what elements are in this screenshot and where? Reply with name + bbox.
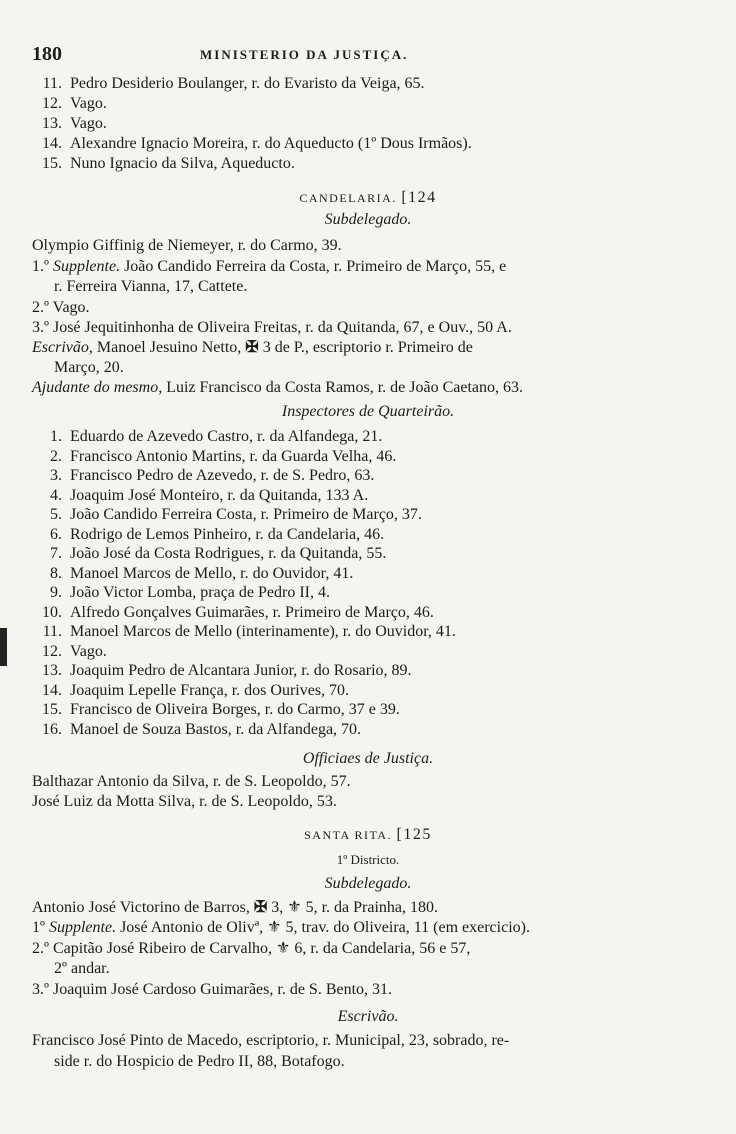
item-text: Alexandre Ignacio Moreira, r. do Aqueducto (1º Dous Irmãos).: [70, 135, 472, 152]
item-number: 16.: [42, 720, 62, 738]
item-text: Vago.: [70, 95, 107, 112]
subdelegado-heading: Subdelegado.: [324, 875, 412, 892]
item-number: 14.: [42, 135, 62, 152]
item-text: Vago.: [70, 115, 107, 132]
escrivao-entry: Escrivão, Manoel Jesuino Netto, ✠ 3 de P., escriptorio r. Primeiro de: [32, 339, 473, 356]
supplente-2-continuation: 2º andar.: [54, 960, 110, 977]
section-heading-santa-rita: SANTA RITA. [125: [304, 826, 432, 843]
inspector-entry: [32, 720, 678, 740]
list-item: [32, 134, 678, 154]
supplente-3-entry: 3.º Joaquim José Cardoso Guimarães, r. de S. Bento, 31.: [32, 981, 393, 998]
item-number: 4.: [50, 486, 62, 504]
inspector-entry: [32, 661, 678, 681]
item-text: Manoel Marcos de Mello, r. do Ouvidor, 41.: [70, 564, 354, 582]
running-title: MINISTERIO DA JUSTIÇA.: [200, 47, 409, 62]
item-text: Joaquim Pedro de Alcantara Junior, r. do Rosario, 89.: [70, 662, 412, 679]
inspectores-heading: Inspectores de Quarteirão.: [281, 403, 455, 420]
escrivao-continuation: side r. do Hospicio de Pedro II, 88, Botafogo.: [54, 1053, 345, 1070]
item-number: 12.: [42, 642, 62, 660]
item-text: João Victor Lomba, praça de Pedro II, 4.: [70, 584, 330, 601]
medal-icon: ⚜: [276, 940, 291, 957]
supplente-3-entry: 3.º José Jequitinhonha de Oliveira Freitas, r. da Quitanda, 67, e Ouv., 50 A.: [32, 319, 512, 336]
page-number: 180: [32, 43, 62, 65]
list-item: [32, 154, 678, 174]
item-number: 11.: [42, 75, 62, 92]
list-item: [32, 94, 678, 114]
item-number: 3.: [50, 467, 62, 484]
item-number: 6.: [50, 525, 62, 543]
inspector-entry: [32, 603, 678, 623]
item-text: Eduardo de Azevedo Castro, r. da Alfandega, 21.: [70, 428, 383, 445]
item-number: 15.: [42, 701, 62, 718]
item-number: 13.: [42, 662, 62, 679]
supplente-2-entry: 2.º Vago.: [32, 299, 90, 316]
item-text: João José da Costa Rodrigues, r. da Quitanda, 55.: [70, 545, 387, 562]
item-text: Manoel Marcos de Mello (interinamente), r. do Ouvidor, 41.: [70, 623, 456, 640]
item-text: Francisco Antonio Martins, r. da Guarda Velha, 46.: [70, 447, 397, 465]
supplente-1-entry: 1º Supplente. José Antonio de Olivª, ⚜ 5, trav. do Oliveira, 11 (em exercicio).: [32, 919, 530, 936]
item-number: 15.: [42, 155, 62, 172]
subdelegado-entry: Antonio José Victorino de Barros, ✠ 3, ⚜ 5, r. da Prainha, 180.: [32, 899, 438, 916]
oficial-entry: Balthazar Antonio da Silva, r. de S. Leopoldo, 57.: [32, 773, 351, 790]
cross-icon: ✠: [245, 339, 259, 356]
inspector-entry: [32, 525, 678, 545]
cross-icon: ✠: [253, 899, 268, 916]
inspector-entry: [32, 583, 678, 603]
inspector-entry: [32, 544, 678, 564]
item-text: Joaquim José Monteiro, r. da Quitanda, 133 A.: [70, 486, 369, 504]
item-number: 5.: [50, 506, 62, 523]
supplente-1-continuation: r. Ferreira Vianna, 17, Cattete.: [54, 278, 248, 295]
list-item: [32, 114, 678, 134]
inspector-entry: [32, 700, 678, 720]
inspector-entry: [32, 447, 678, 467]
section-heading-candelaria: CANDELARIA. [124: [299, 189, 437, 206]
item-text: Alfredo Gonçalves Guimarães, r. Primeiro de Março, 46.: [70, 603, 434, 621]
item-text: Rodrigo de Lemos Pinheiro, r. da Candelaria, 46.: [70, 525, 385, 543]
ajudante-entry: Ajudante do mesmo, Luiz Francisco da Costa Ramos, r. de João Caetano, 63.: [32, 379, 524, 396]
inspector-entry: [32, 486, 678, 506]
binding-mark: [0, 628, 7, 666]
inspector-entry: [32, 681, 678, 701]
item-number: 13.: [42, 115, 62, 132]
item-text: Francisco de Oliveira Borges, r. do Carmo, 37 e 39.: [70, 701, 400, 718]
item-text: Francisco Pedro de Azevedo, r. de S. Pedro, 63.: [70, 467, 375, 484]
item-text: Nuno Ignacio da Silva, Aqueducto.: [70, 155, 295, 172]
item-text: João Candido Ferreira Costa, r. Primeiro de Março, 37.: [70, 506, 422, 523]
escrivao-entry: Francisco José Pinto de Macedo, escriptorio, r. Municipal, 23, sobrado, re-: [32, 1032, 510, 1049]
escrivao-continuation: Março, 20.: [54, 359, 124, 376]
item-number: 1.: [50, 428, 62, 445]
inspector-entry: [32, 564, 678, 584]
subdelegado-heading: Subdelegado.: [324, 211, 412, 228]
item-text: Manoel de Souza Bastos, r. da Alfandega, 70.: [70, 720, 362, 738]
inspector-entry: [32, 622, 678, 642]
item-text: Vago.: [70, 642, 107, 660]
item-number: 2.: [50, 447, 62, 465]
item-number: 12.: [42, 95, 62, 112]
item-text: Joaquim Lepelle França, r. dos Ourives, 70.: [70, 681, 350, 699]
item-text: Pedro Desiderio Boulanger, r. do Evaristo da Veiga, 65.: [70, 75, 425, 92]
district-label: 1º Districto.: [336, 852, 400, 867]
inspector-entry: [32, 642, 678, 662]
supplente-2-entry: 2.º Capitão José Ribeiro de Carvalho, ⚜ 6, r. da Candelaria, 56 e 57,: [32, 940, 471, 957]
item-number: 14.: [42, 681, 62, 699]
medal-icon: ⚜: [287, 899, 302, 916]
item-number: 7.: [50, 545, 62, 562]
subdelegado-entry: Olympio Giffinig de Niemeyer, r. do Carmo, 39.: [32, 237, 342, 254]
item-number: 10.: [42, 603, 62, 621]
item-number: 11.: [42, 623, 62, 640]
escrivao-heading: Escrivão.: [337, 1008, 399, 1025]
inspector-entry: [32, 427, 678, 447]
oficial-entry: José Luiz da Motta Silva, r. de S. Leopoldo, 53.: [32, 793, 337, 810]
inspector-entry: [32, 466, 678, 486]
medal-icon: ⚜: [267, 919, 282, 936]
supplente-1-entry: 1.º Supplente. João Candido Ferreira da Costa, r. Primeiro de Março, 55, e: [32, 258, 507, 275]
item-number: 8.: [50, 564, 62, 582]
item-number: 9.: [50, 584, 62, 601]
list-item: [32, 74, 678, 94]
officiaes-heading: Officiaes de Justiça.: [302, 750, 434, 767]
inspector-entry: [32, 505, 678, 525]
